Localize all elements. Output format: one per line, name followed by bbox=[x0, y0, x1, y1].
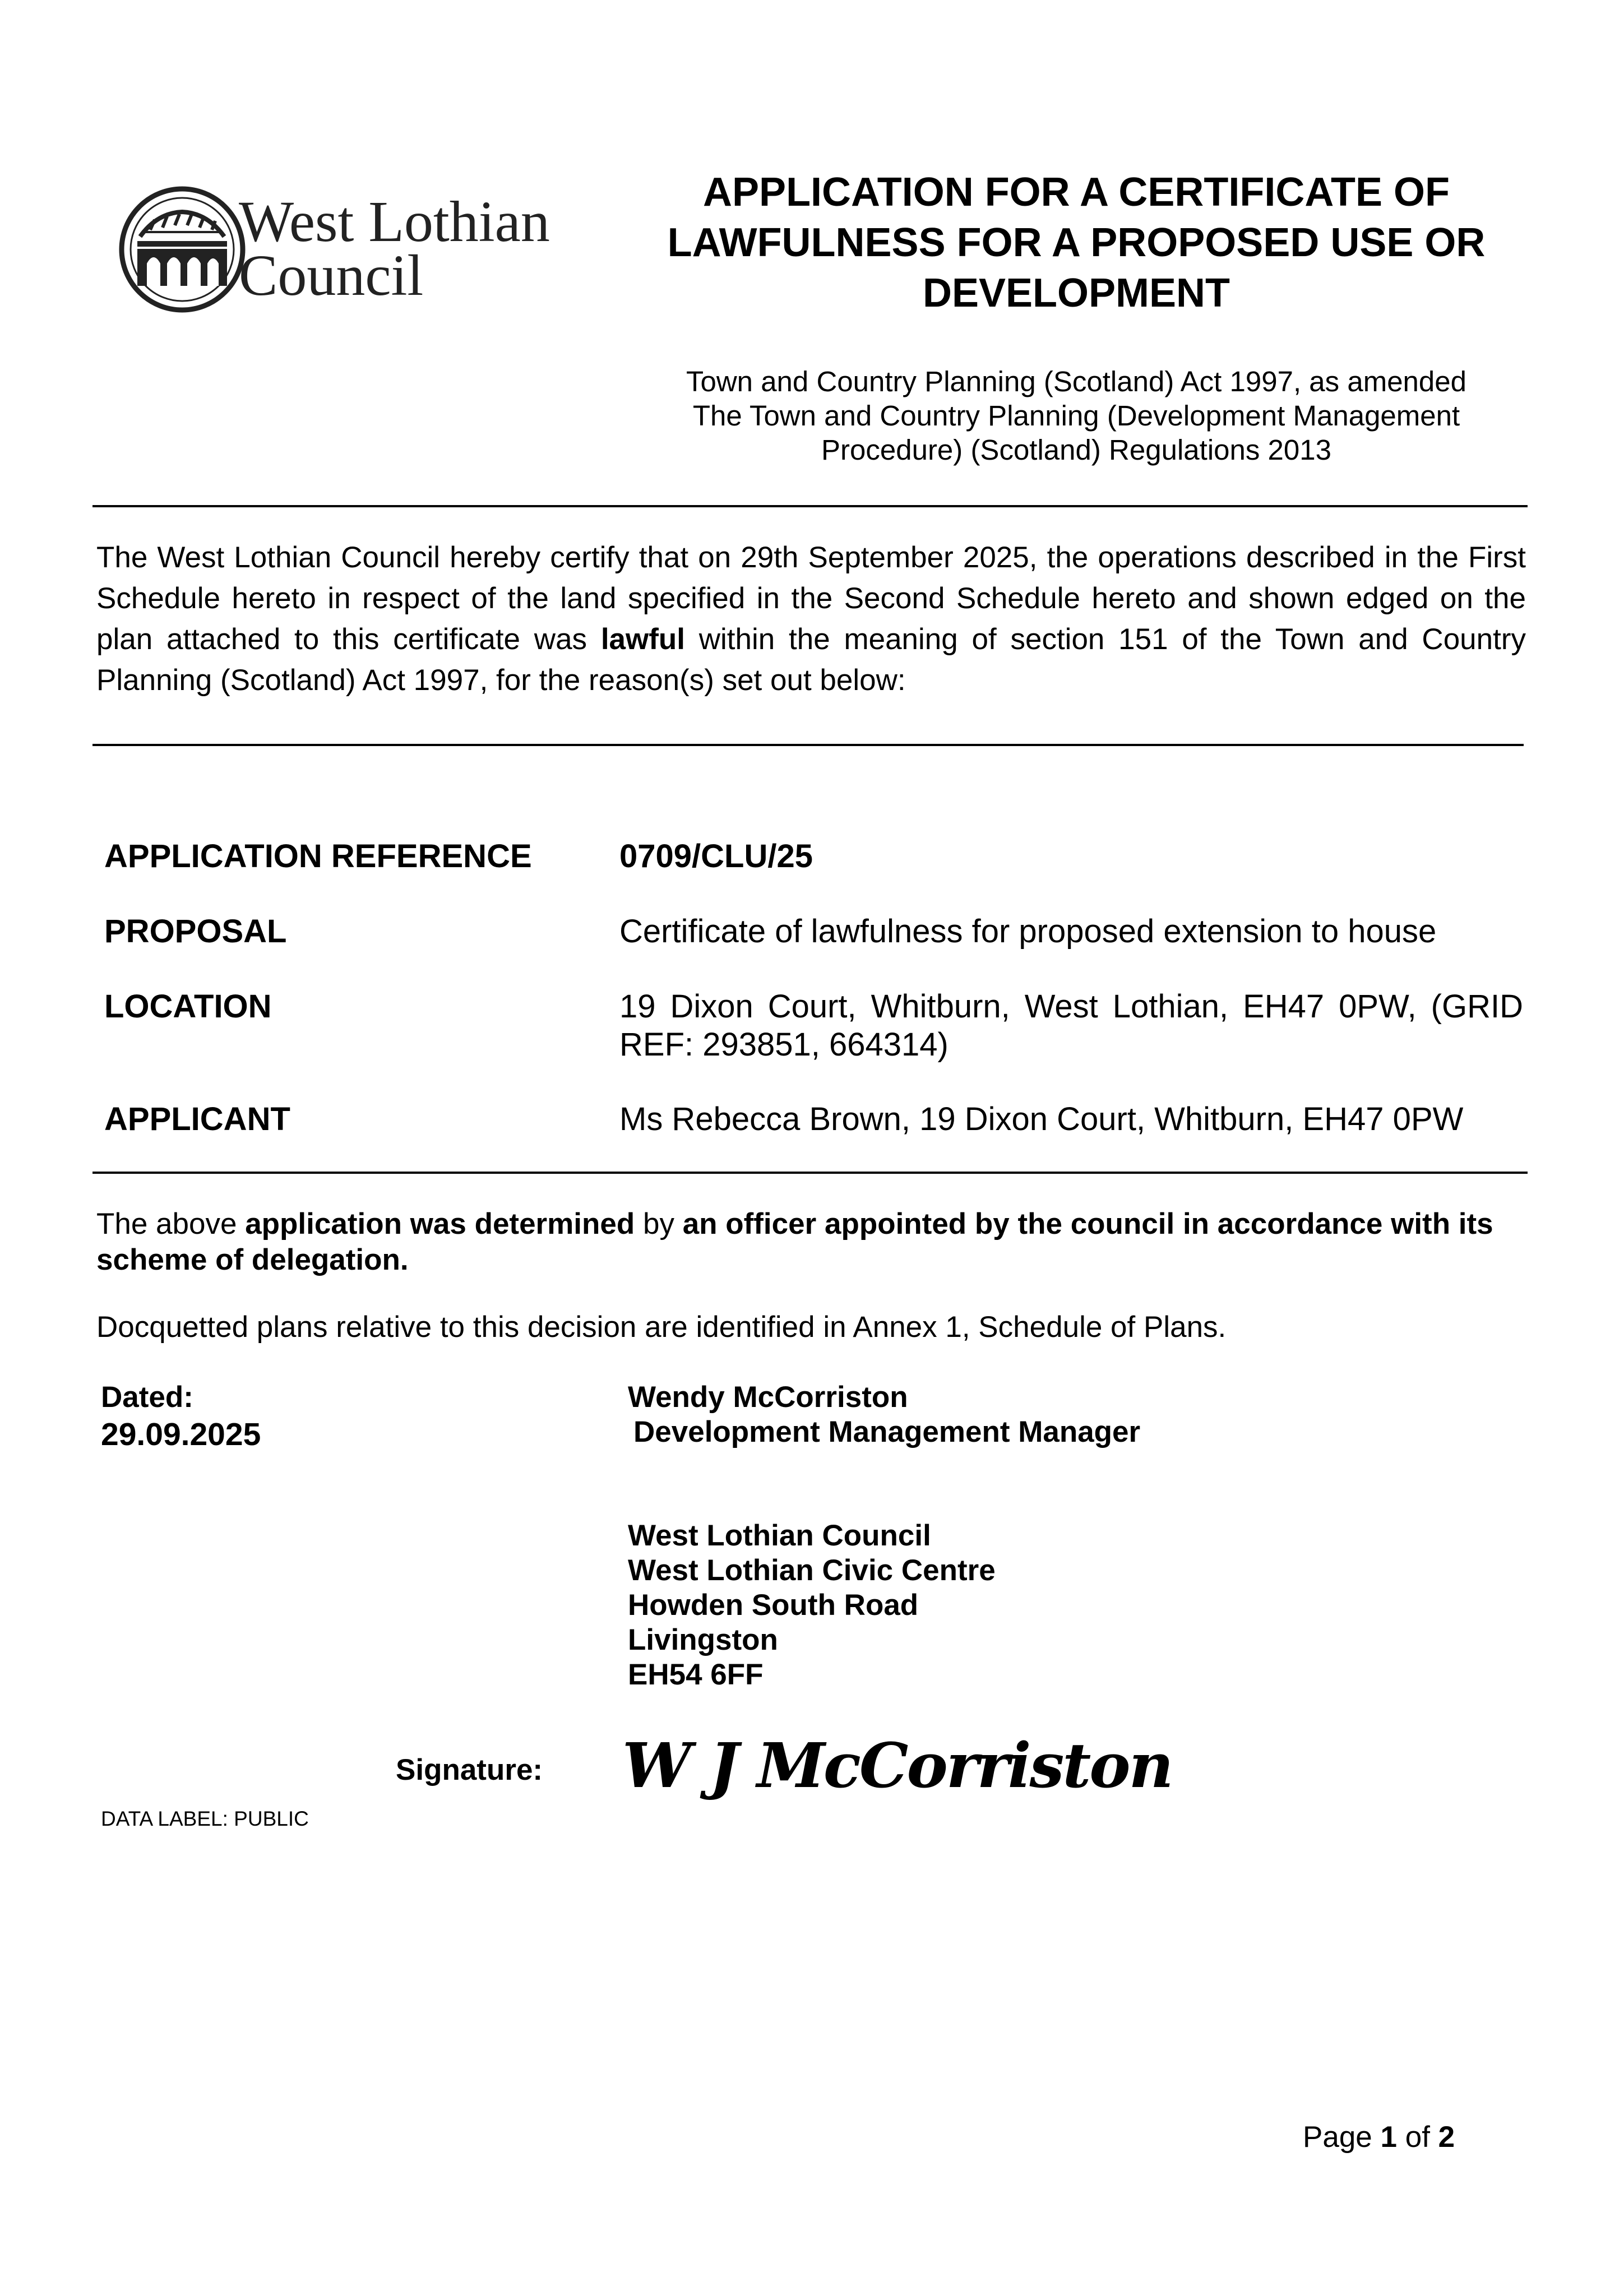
proposal-value: Certificate of lawfulness for proposed extension to house bbox=[619, 913, 1437, 950]
docquet-text: Docquetted plans relative to this decision are identified in Annex 1, Schedule of Plans. bbox=[96, 1311, 1227, 1344]
location-value: 19 Dixon Court, Whitburn, West Lothian, EH47 0PW, (GRID REF: 293851, 664314) bbox=[619, 988, 1523, 1063]
address-line2: West Lothian Civic Centre bbox=[628, 1554, 996, 1587]
divider bbox=[92, 505, 1528, 507]
reference-label: APPLICATION REFERENCE bbox=[104, 838, 532, 874]
cert-text-end: within the meaning of section 151 of the Town and Country Planning (Scotland) Act 1997, for the reason(s) set out below: bbox=[96, 623, 1526, 697]
determination-part1: The above bbox=[96, 1207, 246, 1240]
proposal-label: PROPOSAL bbox=[104, 913, 287, 950]
divider bbox=[92, 1172, 1528, 1174]
document-title bbox=[628, 167, 1525, 318]
council-address bbox=[628, 1519, 996, 1692]
subtitle-line1: Town and Country Planning (Scotland) Act 1997, as amended bbox=[686, 365, 1467, 397]
title-line1: APPLICATION FOR A CERTIFICATE OF bbox=[703, 170, 1450, 215]
signature-label: Signature: bbox=[396, 1753, 543, 1786]
page-current: 1 bbox=[1380, 2121, 1397, 2154]
title-line3: DEVELOPMENT bbox=[922, 271, 1230, 316]
logo-text-line1: West Lothian bbox=[239, 189, 550, 254]
address-line3: Howden South Road bbox=[628, 1589, 919, 1622]
title-line2: LAWFULNESS FOR A PROPOSED USE OR bbox=[667, 220, 1486, 265]
date-value: 29.09.2025 bbox=[101, 1417, 261, 1452]
determination-part3: by bbox=[635, 1207, 683, 1240]
determination-part2: application was determined bbox=[245, 1207, 635, 1240]
viaduct-emblem-icon bbox=[118, 185, 247, 314]
officer-title: Development Management Manager bbox=[633, 1415, 1141, 1448]
address-line4: Livingston bbox=[628, 1623, 778, 1656]
determination-text bbox=[96, 1206, 1526, 1278]
subtitle-line2: The Town and Country Planning (Development Management bbox=[692, 400, 1460, 432]
cert-emphasis-lawful: lawful bbox=[600, 623, 685, 656]
council-logo bbox=[118, 185, 566, 320]
officer-name: Wendy McCorriston bbox=[628, 1381, 908, 1414]
page-prefix: Page bbox=[1303, 2121, 1381, 2154]
data-classification-label: DATA LABEL: PUBLIC bbox=[101, 1807, 309, 1830]
location-label: LOCATION bbox=[104, 988, 272, 1025]
page-number bbox=[1303, 2120, 1455, 2154]
legislation-subtitle bbox=[628, 364, 1525, 467]
applicant-label: APPLICANT bbox=[104, 1101, 290, 1137]
dated-label: Dated: bbox=[101, 1381, 193, 1414]
address-line1: West Lothian Council bbox=[628, 1519, 931, 1552]
reference-value: 0709/CLU/25 bbox=[619, 838, 813, 874]
cert-text-start: The West Lothian Council hereby certify that on 29th September 2025, the operations described in the First Schedule hereto in respect of the land specified in the Second Schedule hereto and shown edged on the plan attached to this certificate was bbox=[96, 541, 1526, 656]
handwritten-signature: W J McCorriston bbox=[622, 1729, 1172, 1802]
logo-text-line2: Council bbox=[239, 243, 424, 308]
address-line5: EH54 6FF bbox=[628, 1658, 764, 1691]
subtitle-line3: Procedure) (Scotland) Regulations 2013 bbox=[821, 434, 1332, 466]
council-logo-text bbox=[239, 189, 550, 308]
page-middle: of bbox=[1397, 2121, 1438, 2154]
page-total: 2 bbox=[1438, 2121, 1455, 2154]
certification-text bbox=[96, 537, 1526, 701]
divider bbox=[92, 744, 1524, 746]
applicant-value: Ms Rebecca Brown, 19 Dixon Court, Whitburn, EH47 0PW bbox=[619, 1101, 1464, 1137]
determination-part4: an officer appointed by the council in accordance with its scheme of delegation. bbox=[96, 1207, 1493, 1276]
